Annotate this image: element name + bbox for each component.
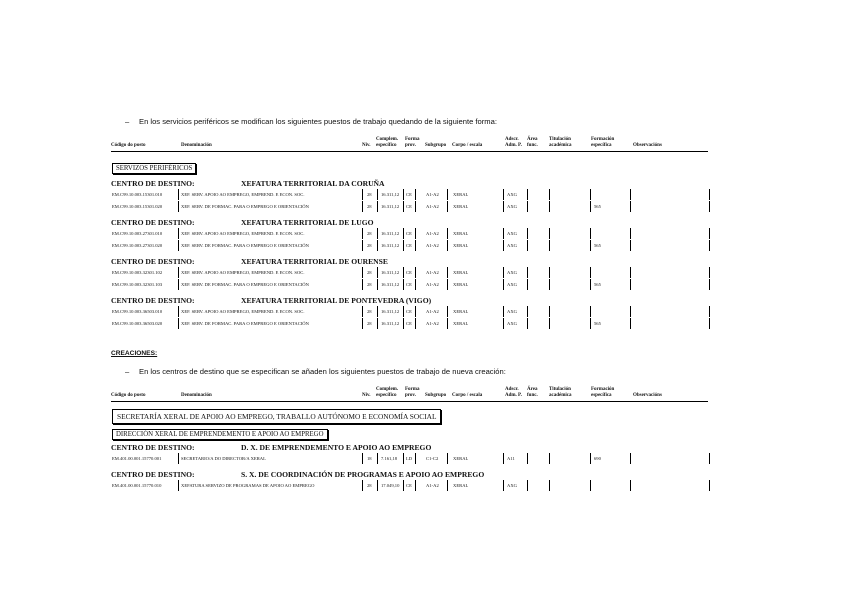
column-divider bbox=[403, 240, 404, 251]
header-forma-bottom: prov. bbox=[405, 393, 416, 398]
column-divider bbox=[178, 480, 179, 491]
column-divider bbox=[377, 228, 378, 239]
centro-name: XEFATURA TERRITORIAL DE LUGO bbox=[241, 218, 374, 227]
cell-den: XEF. SERV. APOIO AO EMPREGO, EMPREND. E ECON. SOC. bbox=[181, 231, 305, 236]
column-divider bbox=[362, 453, 363, 464]
cell-forma: CE bbox=[406, 282, 412, 287]
cell-niv: 28 bbox=[367, 282, 372, 287]
column-divider bbox=[527, 201, 528, 212]
cell-forma: CE bbox=[406, 483, 412, 488]
cell-code: EM.401.00.001.15770.010 bbox=[112, 483, 162, 488]
cell-forma: CE bbox=[406, 243, 412, 248]
column-divider bbox=[503, 279, 504, 290]
column-divider bbox=[549, 279, 550, 290]
centro-name: XEFATURA TERRITORIAL DA CORUÑA bbox=[241, 179, 385, 188]
cell-code: EM.C99.10.003.36503.010 bbox=[112, 309, 163, 314]
cell-comp: 16.311,12 bbox=[381, 204, 400, 209]
column-divider bbox=[549, 267, 550, 278]
column-divider bbox=[590, 228, 591, 239]
column-divider bbox=[415, 189, 416, 200]
column-divider bbox=[590, 279, 591, 290]
cell-comp: 7.161,18 bbox=[381, 456, 398, 461]
column-divider bbox=[590, 306, 591, 317]
centro-destino-heading bbox=[111, 443, 432, 452]
cell-den: XEFATURA SERVIZO DE PROGRAMAS DE APOIO AO EMPREGO bbox=[181, 483, 315, 488]
column-divider bbox=[709, 201, 710, 212]
cell-adscr: AXG bbox=[507, 321, 517, 326]
table-row bbox=[111, 306, 711, 317]
column-divider bbox=[362, 318, 363, 329]
header-area-top: Área bbox=[527, 387, 538, 392]
column-divider bbox=[447, 306, 448, 317]
cell-sub: A1-A2 bbox=[426, 483, 439, 488]
cell-den: XEF. SERV. DE FORMAC. PARA O EMPREGO E ORIENTACIÓN bbox=[181, 204, 309, 209]
cell-forma: LD bbox=[406, 456, 413, 461]
cell-corpo: XERAL bbox=[453, 309, 469, 314]
column-divider bbox=[527, 318, 528, 329]
column-divider bbox=[709, 318, 710, 329]
cell-adscr: AXG bbox=[507, 270, 517, 275]
cell-form: 565 bbox=[594, 204, 601, 209]
cell-forma: CE bbox=[406, 204, 412, 209]
column-divider bbox=[549, 480, 550, 491]
header-adscr-bottom: Adm. P. bbox=[505, 393, 522, 398]
cell-sub: A1-A2 bbox=[426, 321, 439, 326]
header-area-bottom: func. bbox=[527, 393, 538, 398]
column-divider bbox=[447, 189, 448, 200]
column-divider bbox=[415, 480, 416, 491]
cell-code: EM.C99.10.003.27301.010 bbox=[112, 231, 163, 236]
centro-name: D. X. DE EMPRENDEMENTO E APOIO AO EMPREGO bbox=[241, 443, 432, 452]
table-row bbox=[111, 480, 711, 491]
header-observacions: Observacións bbox=[633, 393, 662, 398]
column-divider bbox=[709, 189, 710, 200]
cell-forma: CE bbox=[406, 321, 412, 326]
cell-den: XEF. SERV. APOIO AO EMPREGO, EMPREND. E ECON. SOC. bbox=[181, 192, 305, 197]
column-divider bbox=[403, 228, 404, 239]
header-titulacion-top: Titulación bbox=[549, 387, 571, 392]
cell-code: EM.C99.10.003.27301.020 bbox=[112, 243, 163, 248]
cell-code: EM.C99.10.003.32301.102 bbox=[112, 270, 163, 275]
cell-code: EM.C99.10.003.32301.103 bbox=[112, 282, 163, 287]
column-divider bbox=[630, 240, 631, 251]
centro-label: CENTRO DE DESTINO: bbox=[111, 179, 195, 188]
section-box-servizos-perifericos: SERVIZOS PERIFÉRICOS bbox=[112, 163, 196, 174]
column-divider bbox=[415, 267, 416, 278]
header-corpo: Corpo / escala bbox=[452, 393, 483, 398]
column-divider bbox=[709, 480, 710, 491]
column-divider bbox=[403, 267, 404, 278]
centro-label: CENTRO DE DESTINO: bbox=[111, 296, 195, 305]
column-divider bbox=[503, 240, 504, 251]
cell-comp: 16.311,12 bbox=[381, 270, 400, 275]
column-divider bbox=[630, 228, 631, 239]
centro-destino-heading bbox=[111, 296, 432, 305]
column-divider bbox=[377, 279, 378, 290]
cell-adscr: AXG bbox=[507, 282, 517, 287]
header-denominacion: Denominación bbox=[181, 143, 212, 148]
header-adscr-top: Adscr. bbox=[505, 137, 519, 142]
column-divider bbox=[178, 189, 179, 200]
centro-label: CENTRO DE DESTINO: bbox=[111, 257, 195, 266]
centro-name: XEFATURA TERRITORIAL DE OURENSE bbox=[241, 257, 388, 266]
creations-heading: CREACIONES: bbox=[111, 350, 158, 357]
cell-sub: A1-A2 bbox=[426, 204, 439, 209]
header-adscr-bottom: Adm. P. bbox=[505, 143, 522, 148]
column-divider bbox=[447, 318, 448, 329]
column-divider bbox=[415, 453, 416, 464]
column-divider bbox=[447, 267, 448, 278]
cell-corpo: XERAL bbox=[453, 192, 469, 197]
column-divider bbox=[590, 453, 591, 464]
cell-adscr: AXG bbox=[507, 483, 517, 488]
column-divider bbox=[527, 279, 528, 290]
table-row bbox=[111, 228, 711, 239]
cell-niv: 18 bbox=[367, 456, 372, 461]
centro-label: CENTRO DE DESTINO: bbox=[111, 470, 195, 479]
header-complem-top: Complem. bbox=[376, 137, 399, 142]
column-divider bbox=[630, 189, 631, 200]
column-divider bbox=[503, 453, 504, 464]
cell-forma: CE bbox=[406, 309, 412, 314]
column-divider bbox=[178, 240, 179, 251]
cell-niv: 28 bbox=[367, 204, 372, 209]
column-divider bbox=[549, 453, 550, 464]
table-row bbox=[111, 453, 711, 464]
column-divider bbox=[527, 267, 528, 278]
cell-form: 690 bbox=[594, 456, 601, 461]
column-divider bbox=[178, 228, 179, 239]
centro-label: CENTRO DE DESTINO: bbox=[111, 443, 195, 452]
cell-adscr: A11 bbox=[507, 456, 515, 461]
header-titulacion-top: Titulación bbox=[549, 137, 571, 142]
column-divider bbox=[590, 480, 591, 491]
cell-niv: 28 bbox=[367, 270, 372, 275]
column-divider bbox=[362, 480, 363, 491]
column-divider bbox=[630, 480, 631, 491]
column-divider bbox=[630, 267, 631, 278]
header-adscr-top: Adscr. bbox=[505, 387, 519, 392]
column-divider bbox=[590, 189, 591, 200]
centro-label: CENTRO DE DESTINO: bbox=[111, 218, 195, 227]
column-divider bbox=[447, 201, 448, 212]
header-complem-bottom: específico bbox=[376, 143, 397, 148]
column-divider bbox=[590, 240, 591, 251]
cell-code: EM.C99.10.003.15301.020 bbox=[112, 204, 163, 209]
column-divider bbox=[403, 318, 404, 329]
column-divider bbox=[415, 318, 416, 329]
header-titulacion-bottom: académica bbox=[549, 393, 572, 398]
cell-comp: 16.311,12 bbox=[381, 243, 400, 248]
column-divider bbox=[362, 201, 363, 212]
table-row bbox=[111, 267, 711, 278]
centro-destino-heading bbox=[111, 470, 485, 479]
column-divider bbox=[362, 228, 363, 239]
header-formacion-bottom: específica bbox=[591, 393, 612, 398]
cell-adscr: AXG bbox=[507, 309, 517, 314]
header-forma-bottom: prov. bbox=[405, 143, 416, 148]
intro-creations: – En los centros de destino que se especifican se añaden los siguientes puestos de trabajo de nueva creación: bbox=[125, 367, 506, 376]
column-divider bbox=[377, 201, 378, 212]
cell-corpo: XERAL bbox=[453, 270, 469, 275]
cell-niv: 28 bbox=[367, 483, 372, 488]
column-divider bbox=[630, 279, 631, 290]
column-divider bbox=[709, 453, 710, 464]
cell-corpo: XERAL bbox=[453, 321, 469, 326]
column-divider bbox=[178, 279, 179, 290]
centro-destino-heading bbox=[111, 179, 385, 188]
column-divider bbox=[503, 267, 504, 278]
header-titulacion-bottom: académica bbox=[549, 143, 572, 148]
column-divider bbox=[447, 228, 448, 239]
column-divider bbox=[178, 453, 179, 464]
column-divider bbox=[447, 453, 448, 464]
cell-code: EM.C99.10.003.15301.010 bbox=[112, 192, 163, 197]
column-divider bbox=[178, 306, 179, 317]
header-formacion-bottom: específica bbox=[591, 143, 612, 148]
column-divider bbox=[377, 453, 378, 464]
column-divider bbox=[503, 228, 504, 239]
column-divider bbox=[362, 279, 363, 290]
header-niv: Niv. bbox=[362, 393, 371, 398]
column-divider bbox=[549, 240, 550, 251]
column-divider bbox=[630, 453, 631, 464]
column-divider bbox=[377, 240, 378, 251]
cell-comp: 16.311,12 bbox=[381, 282, 400, 287]
cell-den: SECRETARIO/A DO DIRECTOR/A XERAL bbox=[181, 456, 266, 461]
cell-forma: CE bbox=[406, 192, 412, 197]
centro-name: XEFATURA TERRITORIAL DE PONTEVEDRA (VIGO) bbox=[241, 296, 432, 305]
column-divider bbox=[549, 201, 550, 212]
column-divider bbox=[590, 201, 591, 212]
column-divider bbox=[549, 189, 550, 200]
header-subgrupo: Subgrupo bbox=[425, 393, 447, 398]
column-divider bbox=[503, 480, 504, 491]
cell-sub: A1-A2 bbox=[426, 243, 439, 248]
column-divider bbox=[447, 240, 448, 251]
cell-code: EM.C99.10.003.36503.020 bbox=[112, 321, 163, 326]
cell-niv: 28 bbox=[367, 321, 372, 326]
cell-sub: C1-C2 bbox=[426, 456, 439, 461]
header-denominacion: Denominación bbox=[181, 393, 212, 398]
header-forma-top: Forma bbox=[405, 387, 420, 392]
column-divider bbox=[377, 480, 378, 491]
cell-niv: 28 bbox=[367, 192, 372, 197]
column-divider bbox=[362, 306, 363, 317]
cell-niv: 28 bbox=[367, 243, 372, 248]
table-row bbox=[111, 201, 711, 212]
header-complem-bottom: específico bbox=[376, 393, 397, 398]
column-divider bbox=[709, 228, 710, 239]
column-divider bbox=[709, 306, 710, 317]
cell-form: 565 bbox=[594, 243, 601, 248]
cell-code: EM.401.00.001.15770.001 bbox=[112, 456, 162, 461]
column-divider bbox=[630, 201, 631, 212]
cell-corpo: XERAL bbox=[453, 456, 469, 461]
cell-forma: CE bbox=[406, 270, 412, 275]
header-codigo: Código do posto bbox=[111, 393, 146, 398]
centro-destino-heading bbox=[111, 218, 374, 227]
column-divider bbox=[630, 306, 631, 317]
centro-name: S. X. DE COORDINACIÓN DE PROGRAMAS E APOIO AO EMPREGO bbox=[241, 470, 485, 479]
column-divider bbox=[415, 240, 416, 251]
column-divider bbox=[377, 318, 378, 329]
table-row bbox=[111, 189, 711, 200]
column-divider bbox=[447, 279, 448, 290]
header-area-top: Área bbox=[527, 137, 538, 142]
column-divider bbox=[178, 318, 179, 329]
column-divider bbox=[362, 240, 363, 251]
centro-destino-heading bbox=[111, 257, 388, 266]
column-divider bbox=[403, 201, 404, 212]
column-divider bbox=[362, 267, 363, 278]
column-divider bbox=[527, 228, 528, 239]
cell-sub: A1-A2 bbox=[426, 282, 439, 287]
header-forma-top: Forma bbox=[405, 137, 420, 142]
cell-corpo: XERAL bbox=[453, 243, 469, 248]
cell-adscr: AXG bbox=[507, 192, 517, 197]
column-divider bbox=[415, 279, 416, 290]
column-divider bbox=[503, 201, 504, 212]
cell-niv: 28 bbox=[367, 309, 372, 314]
column-divider bbox=[590, 318, 591, 329]
cell-den: XEF. SERV. DE FORMAC. PARA O EMPREGO E ORIENTACIÓN bbox=[181, 282, 309, 287]
cell-comp: 16.311,12 bbox=[381, 321, 400, 326]
column-divider bbox=[590, 267, 591, 278]
table-row bbox=[111, 318, 711, 329]
column-divider bbox=[415, 228, 416, 239]
column-divider bbox=[549, 228, 550, 239]
cell-corpo: XERAL bbox=[453, 204, 469, 209]
column-divider bbox=[377, 267, 378, 278]
cell-den: XEF. SERV. APOIO AO EMPREGO, EMPREND. E ECON. SOC. bbox=[181, 309, 305, 314]
column-divider bbox=[178, 201, 179, 212]
column-divider bbox=[415, 306, 416, 317]
column-divider bbox=[503, 189, 504, 200]
cell-niv: 28 bbox=[367, 231, 372, 236]
header-formacion-top: Formación bbox=[591, 387, 615, 392]
table-row bbox=[111, 240, 711, 251]
cell-sub: A1-A2 bbox=[426, 309, 439, 314]
cell-form: 565 bbox=[594, 321, 601, 326]
cell-form: 565 bbox=[594, 282, 601, 287]
column-divider bbox=[403, 453, 404, 464]
cell-sub: A1-A2 bbox=[426, 270, 439, 275]
column-divider bbox=[527, 240, 528, 251]
column-divider bbox=[178, 267, 179, 278]
header-rule-2 bbox=[111, 401, 708, 402]
column-divider bbox=[403, 189, 404, 200]
table-row bbox=[111, 279, 711, 290]
column-divider bbox=[403, 279, 404, 290]
column-divider bbox=[549, 318, 550, 329]
header-area-bottom: func. bbox=[527, 143, 538, 148]
intro-modifications: – En los servicios periféricos se modifican los siguientes puestos de trabajo quedando de la siguiente forma: bbox=[125, 117, 497, 126]
header-subgrupo: Subgrupo bbox=[425, 143, 447, 148]
column-divider bbox=[447, 480, 448, 491]
header-formacion-top: Formación bbox=[591, 137, 615, 142]
cell-comp: 16.311,12 bbox=[381, 192, 400, 197]
header-niv: Niv. bbox=[362, 143, 371, 148]
header-codigo: Código do posto bbox=[111, 143, 146, 148]
header-observacions: Observacións bbox=[633, 143, 662, 148]
cell-den: XEF. SERV. APOIO AO EMPREGO, EMPREND. E ECON. SOC. bbox=[181, 270, 305, 275]
cell-sub: A1-A2 bbox=[426, 231, 439, 236]
header-complem-top: Complem. bbox=[376, 387, 399, 392]
column-divider bbox=[403, 306, 404, 317]
column-divider bbox=[362, 189, 363, 200]
section-box-secretaria-xeral: SECRETARÍA XERAL DE APOIO AO EMPREGO, TRABALLO AUTÓNOMO E ECONOMÍA SOCIAL bbox=[112, 409, 441, 424]
cell-forma: CE bbox=[406, 231, 412, 236]
column-divider bbox=[503, 306, 504, 317]
cell-adscr: AXG bbox=[507, 204, 517, 209]
cell-sub: A1-A2 bbox=[426, 192, 439, 197]
column-divider bbox=[630, 318, 631, 329]
cell-den: XEF. SERV. DE FORMAC. PARA O EMPREGO E ORIENTACIÓN bbox=[181, 243, 309, 248]
column-divider bbox=[549, 306, 550, 317]
column-divider bbox=[503, 318, 504, 329]
cell-comp: 16.311,12 bbox=[381, 309, 400, 314]
cell-adscr: AXG bbox=[507, 243, 517, 248]
column-divider bbox=[709, 240, 710, 251]
cell-comp: 16.311,12 bbox=[381, 231, 400, 236]
column-divider bbox=[527, 480, 528, 491]
cell-den: XEF. SERV. DE FORMAC. PARA O EMPREGO E ORIENTACIÓN bbox=[181, 321, 309, 326]
header-rule-1 bbox=[111, 151, 708, 152]
cell-adscr: AXG bbox=[507, 231, 517, 236]
cell-corpo: XERAL bbox=[453, 282, 469, 287]
column-divider bbox=[377, 306, 378, 317]
column-divider bbox=[415, 201, 416, 212]
column-divider bbox=[709, 267, 710, 278]
column-divider bbox=[377, 189, 378, 200]
column-divider bbox=[527, 306, 528, 317]
section-box-direccion-xeral: DIRECCIÓN XERAL DE EMPRENDEMENTO E APOIO AO EMPREGO bbox=[112, 429, 328, 440]
header-corpo: Corpo / escala bbox=[452, 143, 483, 148]
cell-corpo: XERAL bbox=[453, 231, 469, 236]
cell-corpo: XERAL bbox=[453, 483, 469, 488]
column-divider bbox=[403, 480, 404, 491]
column-divider bbox=[709, 279, 710, 290]
cell-comp: 17.049,10 bbox=[381, 483, 400, 488]
column-divider bbox=[527, 453, 528, 464]
column-divider bbox=[527, 189, 528, 200]
